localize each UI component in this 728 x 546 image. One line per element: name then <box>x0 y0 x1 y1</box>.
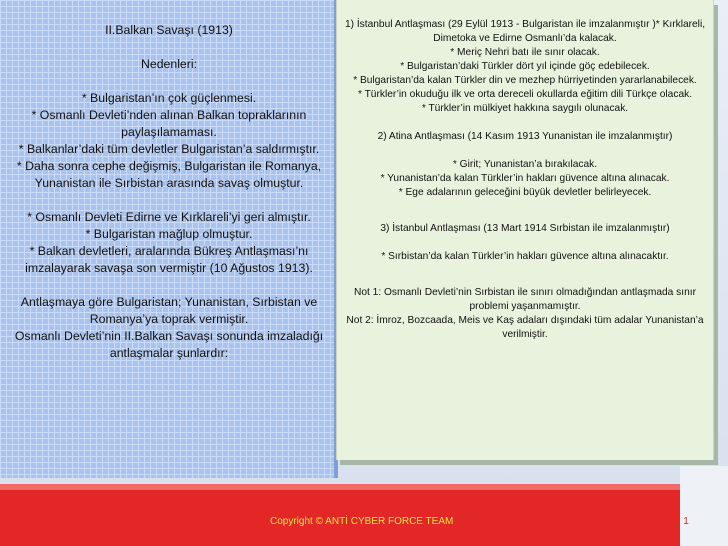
conclusion-text: Antlaşmaya göre Bulgaristan; Yunanistan, Sırbistan ve Romanya’ya toprak vermiştir. <box>20 295 318 326</box>
footer-bar <box>0 484 680 546</box>
footer-right-strip <box>680 466 728 546</box>
event-item: * Bulgaristan mağlup olmuştur. <box>85 227 253 241</box>
left-panel <box>0 0 338 478</box>
left-panel-text <box>4 22 334 362</box>
treaty1-item: * Meriç Nehri batı ile sınır olacak. <box>450 47 600 58</box>
treaty1-item: * Bulgaristan’daki Türkler dört yıl içinde göç edebilecek. <box>400 61 650 72</box>
note-panel <box>336 0 714 460</box>
note-panel-text <box>341 18 709 342</box>
event-item: * Osmanlı Devleti Edirne ve Kırklareli’yi geri almıştır. <box>27 210 311 224</box>
conclusion-text: Osmanlı Devleti’nin II.Balkan Savaşı sonunda imzaladığı antlaşmalar şunlardır: <box>14 329 324 360</box>
treaty1-item: 1) İstanbul Antlaşması (29 Eylül 1913 - Bulgaristan ile imzalanmıştır )* Kırklareli, Dimetoka ve Edirne Osmanlı’da kalacak. <box>344 19 706 44</box>
cause-item: * Balkanlar’daki tüm devletler Bulgaristan’a saldırmıştır. <box>18 142 320 156</box>
treaty3-title: 3) İstanbul Antlaşması (13 Mart 1914 Sırbistan ile imzalanmıştır) <box>380 223 670 234</box>
treaty2-title: 2) Atina Antlaşması (14 Kasım 1913 Yunanistan ile imzalanmıştır) <box>377 131 673 142</box>
cause-item: * Daha sonra cephe değişmiş, Bulgaristan ile Romanya, Yunanistan ile Sırbistan arasında savaş olmuştur. <box>16 159 322 190</box>
treaty3-item: * Sırbistan’da kalan Türkler’in hakları güvence altına alınacaktır. <box>381 251 669 262</box>
cause-item: * Bulgaristan’ın çok güçlenmesi. <box>81 91 257 105</box>
causes-heading: Nedenleri: <box>140 57 198 71</box>
footer-stripe <box>0 484 680 490</box>
note-item: Not 1: Osmanlı Devleti’nin Sırbistan ile sınırı olmadığından antlaşmada sınır problemi yaşanmamıştır. <box>353 287 696 312</box>
copyright-text: Copyright © ANTİ CYBER FORCE TEAM <box>270 516 454 527</box>
treaty2-item: * Girit; Yunanistan’a bırakılacak. <box>452 159 598 170</box>
note-item: Not 2: İmroz, Bozcaada, Meis ve Kaş adaları dışındaki tüm adalar Yunanistan’a verilmiştir. <box>346 315 704 340</box>
treaty1-item: * Bulgaristan’da kalan Türkler din ve mezhep hürriyetinden yararlanabilecek. <box>353 75 697 86</box>
cause-item: * Osmanlı Devleti’nden alınan Balkan topraklarının paylaşılamaması. <box>31 108 307 139</box>
section-title: II.Balkan Savaşı (1913) <box>105 23 233 37</box>
treaty2-item: * Yunanistan’da kalan Türkler’in hakları güvence altına alınacak. <box>380 173 670 184</box>
treaty1-item: * Türkler’in okuduğu ilk ve orta dereceli okullarda eğitim dili Türkçe olacak. <box>357 89 693 100</box>
treaty1-item: * Türkler’in mülkiyet hakkına saygılı olunacak. <box>421 103 629 114</box>
page-number: 1 <box>683 516 689 527</box>
event-item: * Balkan devletleri, aralarında Bükreş Antlaşması’nı imzalayarak savaşa son vermiştir (10 Ağustos 1913). <box>25 244 313 275</box>
treaty2-item: * Ege adalarının geleceğini büyük devletler belirleyecek. <box>398 187 652 198</box>
